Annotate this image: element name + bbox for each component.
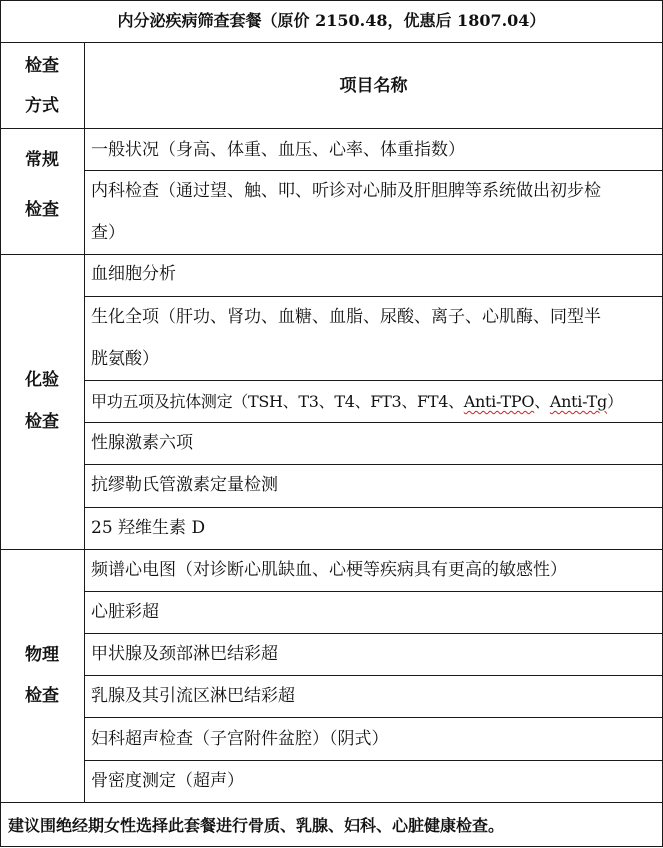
- list-item: 内科检查（通过望、触、叩、听诊对心肺及肝胆脾等系统做出初步检: [91, 181, 601, 201]
- page-title: 内分泌疾病筛查套餐（原价 2150.48，优惠后 1807.04）: [117, 11, 546, 30]
- table-border-left: [0, 0, 1, 847]
- table-rule: [84, 675, 663, 676]
- table-rule: [0, 802, 663, 803]
- list-item: 25 羟维生素 D: [91, 518, 206, 538]
- table-border-bottom: [0, 846, 663, 847]
- category-routine-line2: 检查: [25, 200, 59, 220]
- table-rule: [84, 296, 663, 297]
- list-item: 心脏彩超: [91, 602, 159, 622]
- table-rule: [0, 42, 663, 43]
- table-rule: [84, 422, 663, 423]
- list-item: 一般状况（身高、体重、血压、心率、体重指数）: [91, 140, 465, 160]
- table-border-top: [0, 0, 663, 1]
- table-rule: [84, 507, 663, 508]
- table-rule: [84, 464, 663, 465]
- list-item-continuation: 查）: [91, 223, 125, 243]
- category-routine-line1: 常规: [25, 150, 59, 170]
- table-rule: [84, 591, 663, 592]
- list-item: 性腺激素六项: [91, 433, 193, 453]
- items-header: 项目名称: [339, 76, 408, 96]
- spellcheck-word: Anti-TPO: [463, 392, 535, 411]
- list-item-thyroid: 甲功五项及抗体测定（TSH、T3、T4、FT3、FT4、Anti-TPO、Anti-Tg）: [91, 392, 623, 411]
- list-item: 抗缪勒氏管激素定量检测: [91, 475, 278, 495]
- method-header-line2: 方式: [25, 96, 59, 116]
- table-rule: [84, 760, 663, 761]
- list-item: 乳腺及其引流区淋巴结彩超: [91, 686, 295, 706]
- footer-note: 建议围绝经期女性选择此套餐进行骨质、乳腺、妇科、心脏健康检查。: [8, 816, 505, 835]
- table-rule: [84, 717, 663, 718]
- list-item: 血细胞分析: [91, 264, 176, 284]
- category-lab-line2: 检查: [25, 412, 59, 432]
- list-item: 生化全项（肝功、肾功、血糖、血脂、尿酸、离子、心肌酶、同型半: [91, 307, 601, 327]
- spellcheck-word: Anti-Tg: [549, 392, 607, 411]
- table-rule: [0, 128, 663, 129]
- category-physical-line1: 物理: [25, 645, 59, 665]
- table-rule: [84, 633, 663, 634]
- table-rule: [0, 254, 663, 255]
- list-item: 频谱心电图（对诊断心肌缺血、心梗等疾病具有更高的敏感性）: [91, 560, 567, 580]
- thyroid-item-prefix: 甲功五项及抗体测定（TSH、T3、T4、FT3、FT4、: [91, 392, 464, 411]
- method-header-line1: 检查: [25, 56, 59, 76]
- category-physical-line2: 检查: [25, 686, 59, 706]
- table-rule: [0, 549, 663, 550]
- list-item-continuation: 胱氨酸）: [91, 349, 159, 369]
- list-item: 妇科超声检查（子宫附件盆腔）（阴式）: [91, 729, 389, 749]
- list-item: 骨密度测定（超声）: [91, 771, 244, 791]
- table-rule: [84, 170, 663, 171]
- category-lab-line1: 化验: [25, 370, 59, 390]
- table-column-divider: [84, 42, 85, 802]
- table-rule: [84, 380, 663, 381]
- list-item: 甲状腺及颈部淋巴结彩超: [91, 644, 278, 664]
